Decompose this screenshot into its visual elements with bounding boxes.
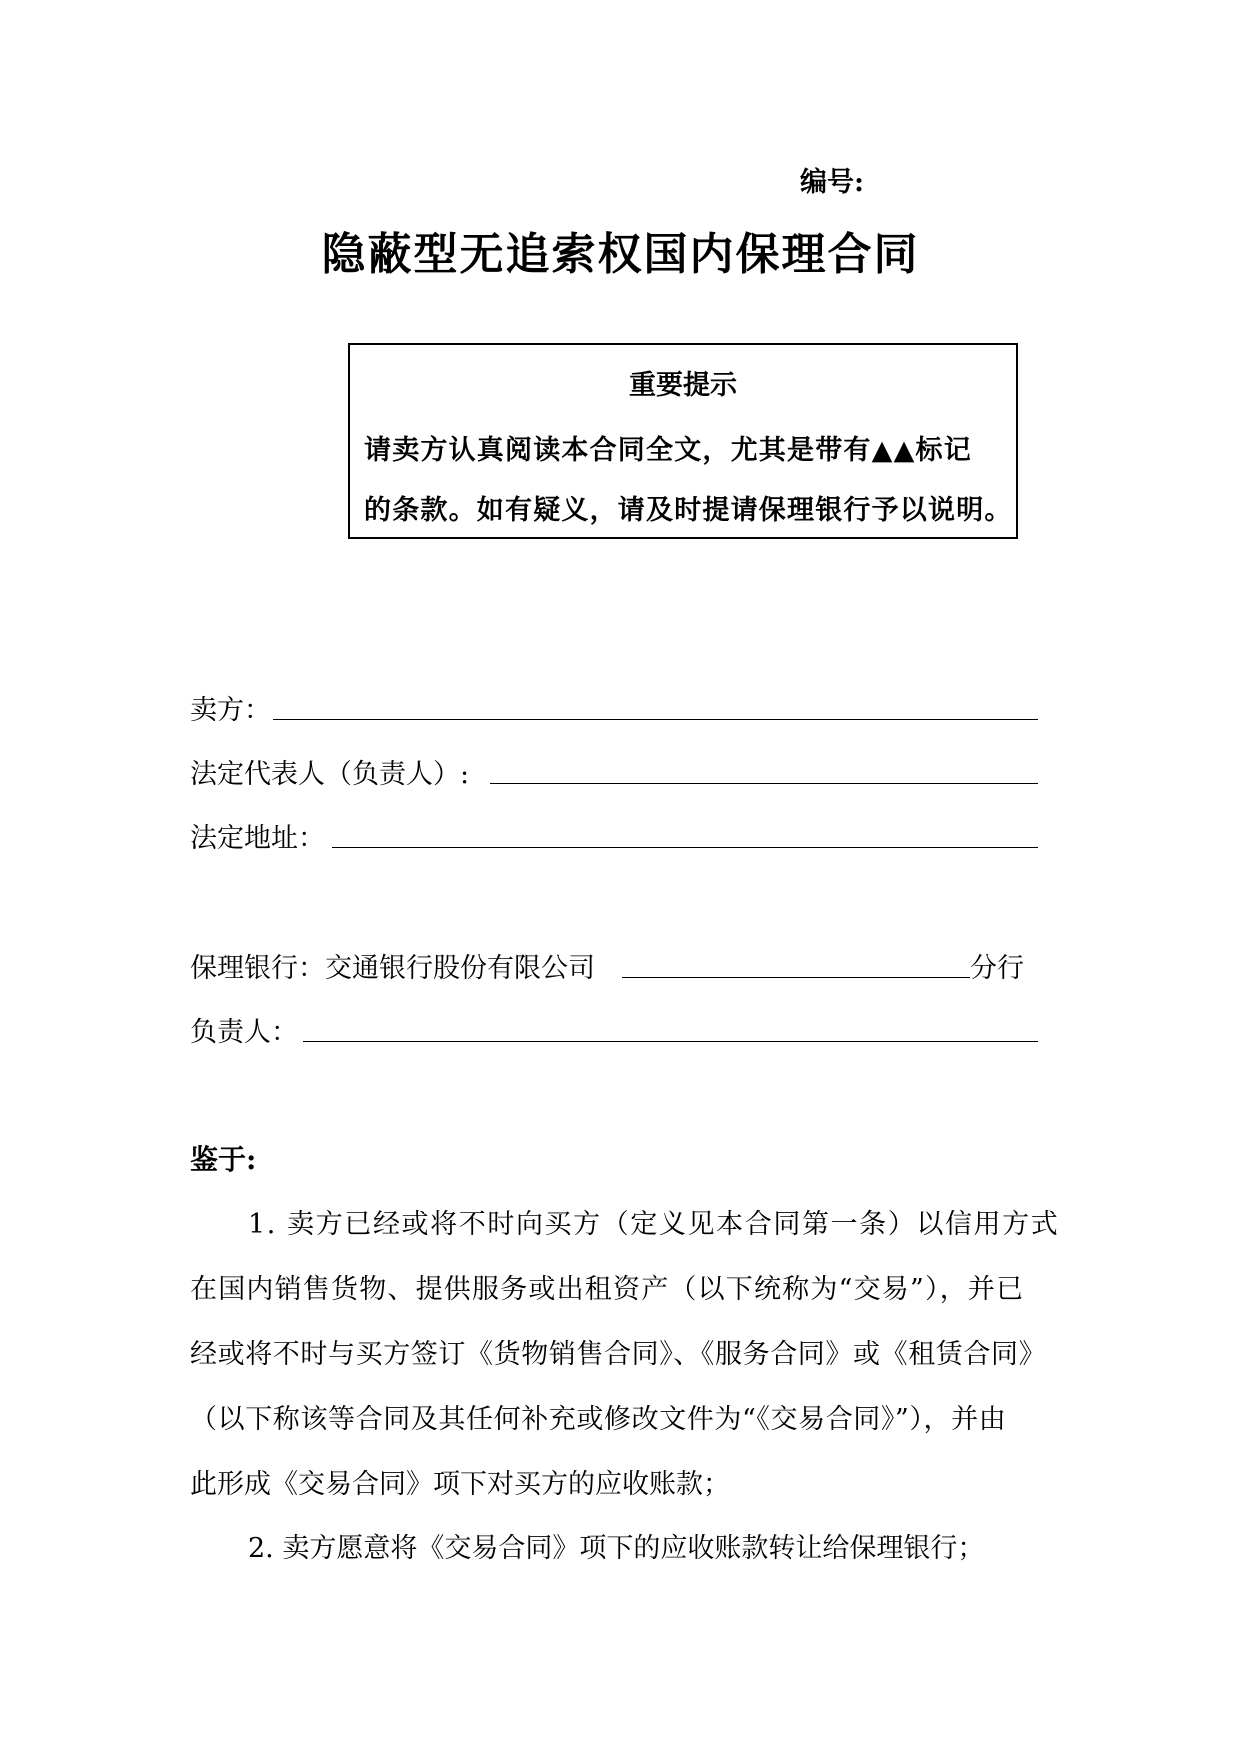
recitals-heading: 鉴于: xyxy=(190,1143,257,1176)
recital-1-line-1: 1. 卖方已经或将不时向买方（定义见本合同第一条）以信用方式 xyxy=(248,1209,1060,1240)
branch-name-field[interactable] xyxy=(622,977,970,978)
recital-2: 2. 卖方愿意将《交易合同》项下的应收账款转让给保理银行； xyxy=(248,1533,985,1564)
legal-representative-label: 法定代表人（负责人）: xyxy=(190,759,470,790)
recital-1-line-4: （以下称该等合同及其任何补充或修改文件为“《交易合同》”），并由 xyxy=(190,1404,1007,1435)
contract-number-label: 编号: xyxy=(800,167,864,198)
branch-suffix: 分行 xyxy=(970,953,1024,984)
important-notice-box xyxy=(348,343,1018,539)
notice-line-1: 请卖方认真阅读本合同全文，尤其是带有▲▲标记 xyxy=(364,435,972,466)
recital-1-line-2: 在国内销售货物、提供服务或出租资产（以下统称为“交易”），并已 xyxy=(190,1274,1025,1305)
person-in-charge-label: 负责人： xyxy=(190,1017,298,1048)
seller-label: 卖方： xyxy=(190,695,271,726)
factor-bank-label: 保理银行：交通银行股份有限公司 xyxy=(190,953,595,984)
seller-field[interactable] xyxy=(273,719,1038,720)
notice-line-2: 的条款。如有疑义，请及时提请保理银行予以说明。 xyxy=(364,495,1013,526)
legal-address-field[interactable] xyxy=(332,847,1038,848)
legal-address-label: 法定地址： xyxy=(190,823,325,854)
document-title: 隐蔽型无追索权国内保理合同 xyxy=(321,229,920,280)
person-in-charge-field[interactable] xyxy=(303,1041,1038,1042)
legal-representative-field[interactable] xyxy=(490,783,1038,784)
recital-1-line-3: 经或将不时与买方签订《货物销售合同》、《服务合同》或《租赁合同》 xyxy=(190,1339,1047,1370)
recital-1-line-5: 此形成《交易合同》项下对买方的应收账款； xyxy=(190,1469,730,1500)
notice-heading: 重要提示 xyxy=(629,370,737,401)
